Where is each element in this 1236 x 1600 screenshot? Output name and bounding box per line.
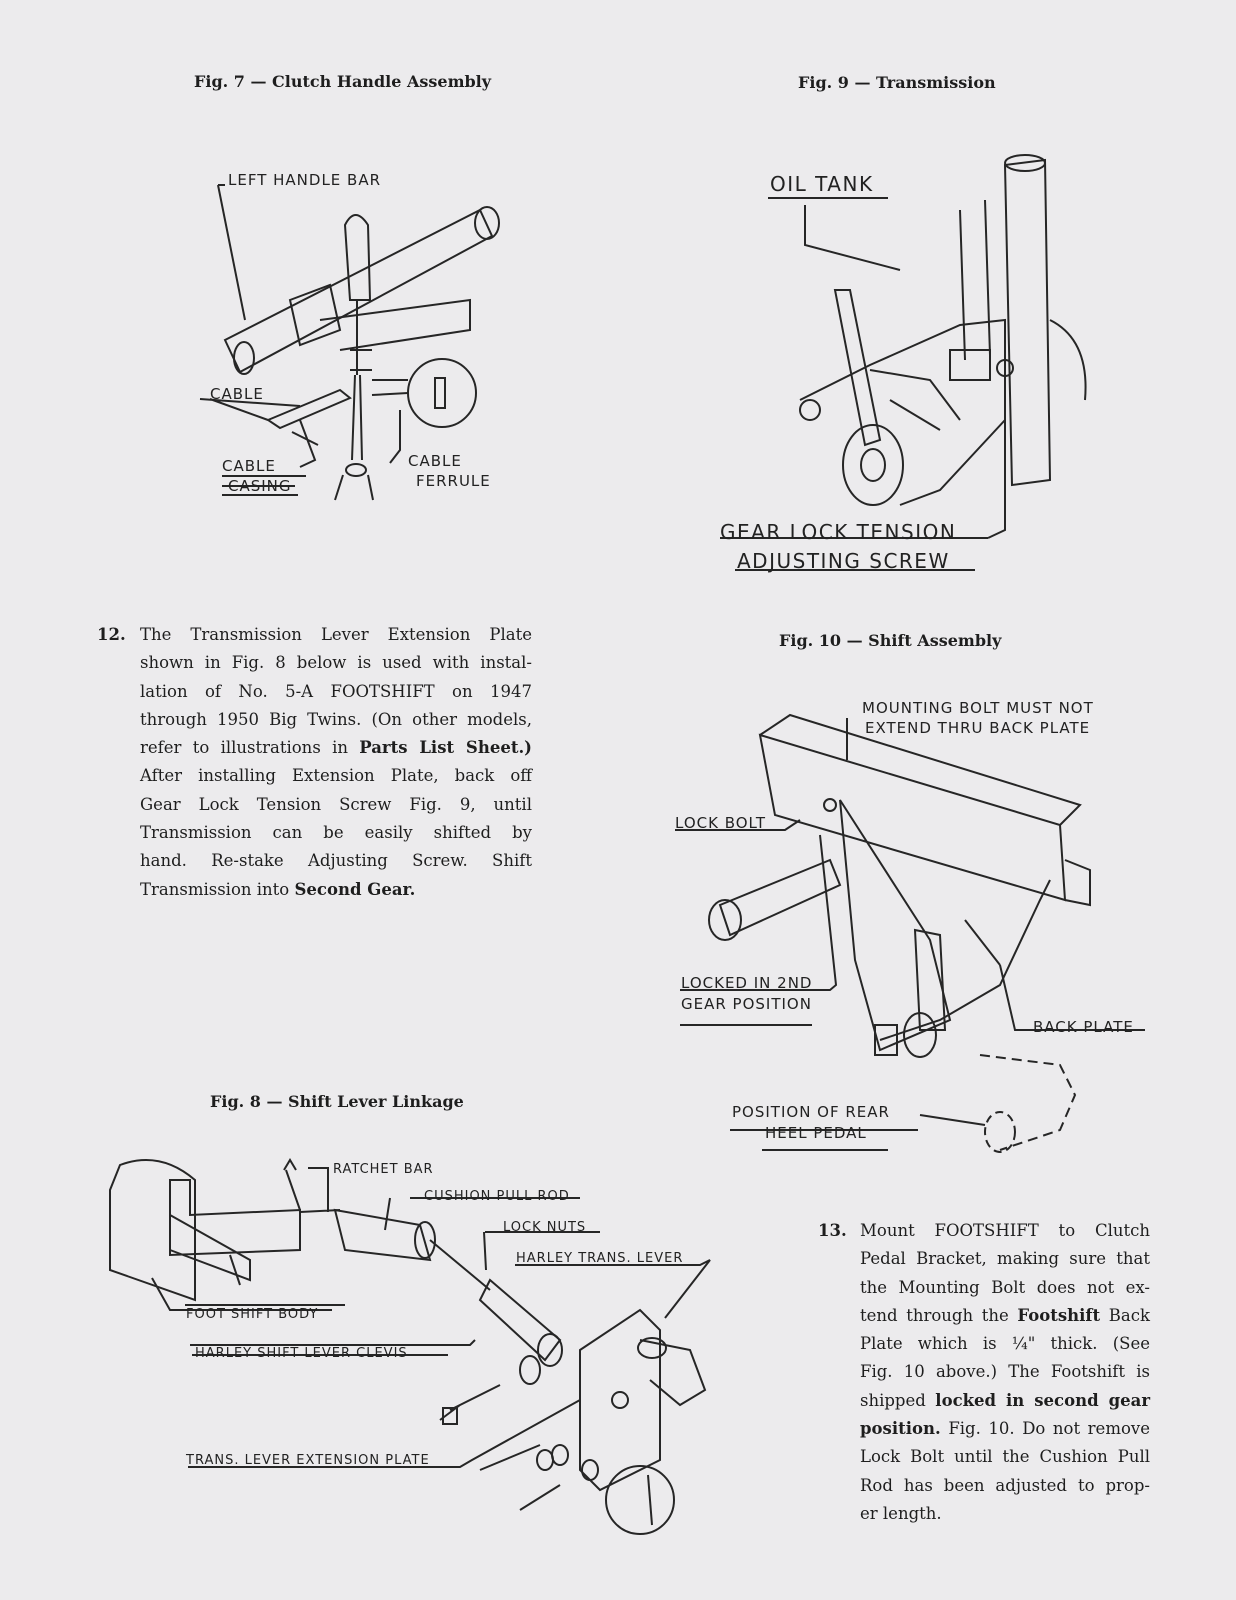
label-lock-bolt: LOCK BOLT [675,814,766,832]
step12-line: lation of No. 5-A FOOTSHIFT on 1947 [140,681,532,701]
step12-line: After installing Extension Plate, back off [140,766,532,786]
step13-line [860,1387,1150,1415]
step13-line: Lock Bolt until the Cushion Pull [860,1447,1150,1467]
label-gear-lock-tension: GEAR LOCK TENSION [720,520,957,544]
step13-bold-text: locked in second gear [935,1390,1151,1410]
label-mounting-bolt-2: EXTEND THRU BACK PLATE [865,719,1091,737]
label-harley-shift-lever-clevis: HARLEY SHIFT LEVER CLEVIS [195,1346,408,1361]
step12-line: Gear Lock Tension Screw Fig. 9, until [140,794,532,814]
instruction-step-13 [818,1217,1151,1528]
step13-line: Plate which is ¼" thick. (See [860,1334,1150,1354]
step13-line: Mount FOOTSHIFT to Clutch [860,1221,1150,1240]
label-harley-trans-lever: HARLEY TRANS. LEVER [516,1251,684,1266]
step13-line: Fig. 10 above.) The Footshift is [860,1362,1150,1382]
step13-text: Back [1108,1305,1150,1325]
step12-line: hand. Re-stake Adjusting Screw. Shift [140,851,532,871]
step13-line: Pedal Bracket, making sure that [860,1249,1150,1269]
step13-text: shipped [860,1390,926,1410]
instruction-step-12 [97,621,532,904]
label-rear-heel-2: HEEL PEDAL [765,1124,867,1142]
label-locked-in-2nd: LOCKED IN 2ND [681,974,813,992]
step13-line: Rod has been adjusted to prop- [860,1475,1150,1495]
step12-bold-text: Second Gear. [294,879,416,899]
label-rear-heel-1: POSITION OF REAR [732,1103,890,1121]
step13-text: tend through the [860,1305,1009,1325]
label-cable-casing-2: CASING [228,477,292,495]
label-adjusting-screw: ADJUSTING SCREW [737,549,950,573]
label-cable: CABLE [210,385,264,403]
step12-text: Transmission into [140,879,290,899]
step13-line: the Mounting Bolt does not ex- [860,1277,1150,1297]
label-mounting-bolt-1: MOUNTING BOLT MUST NOT [862,699,1094,717]
step12-line: shown in Fig. 8 below is used with instal- [140,653,532,673]
label-cable-casing-1: CABLE [222,457,276,475]
step12-line [140,734,532,762]
label-gear-position: GEAR POSITION [681,995,812,1013]
step12-text: refer to illustrations in [140,738,348,758]
label-back-plate: BACK PLATE [1033,1018,1134,1036]
label-cushion-pull-rod: CUSHION PULL ROD [424,1189,570,1204]
step13-bold-text: Footshift [1017,1305,1101,1325]
fig7-caption: Fig. 7 — Clutch Handle Assembly [194,72,492,91]
fig10-caption: Fig. 10 — Shift Assembly [779,631,1002,650]
step13-line [860,1415,1150,1443]
label-lock-nuts: LOCK NUTS [503,1220,587,1235]
fig10-drawing [675,715,1145,1152]
step12-line: Transmission can be easily shifted by [140,823,532,843]
step13-line: er length. [860,1503,942,1523]
step12-line: through 1950 Big Twins. (On other models, [140,709,532,729]
step-number: 13. [818,1221,847,1240]
fig8-caption: Fig. 8 — Shift Lever Linkage [210,1092,464,1111]
label-foot-shift-body: FOOT SHIFT BODY [186,1307,319,1322]
fig9-caption: Fig. 9 — Transmission [798,73,996,92]
step-number: 12. [97,625,126,644]
label-oil-tank: OIL TANK [770,172,874,196]
label-left-handle-bar: LEFT HANDLE BAR [228,171,382,189]
label-ratchet-bar: RATCHET BAR [333,1162,434,1177]
step12-line [140,876,532,904]
step13-bold-text: position. [860,1419,941,1439]
label-cable-ferrule-1: CABLE [408,452,462,470]
step13-line [860,1302,1150,1330]
step13-text: Fig. 10. Do not remove [948,1419,1150,1439]
step12-bold-text: Parts List Sheet.) [359,738,532,758]
step12-line: The Transmission Lever Extension Plate [140,625,532,644]
label-cable-ferrule-2: FERRULE [416,472,491,490]
label-trans-lever-extension-plate: TRANS. LEVER EXTENSION PLATE [186,1453,430,1468]
fig9-drawing [720,155,1086,570]
